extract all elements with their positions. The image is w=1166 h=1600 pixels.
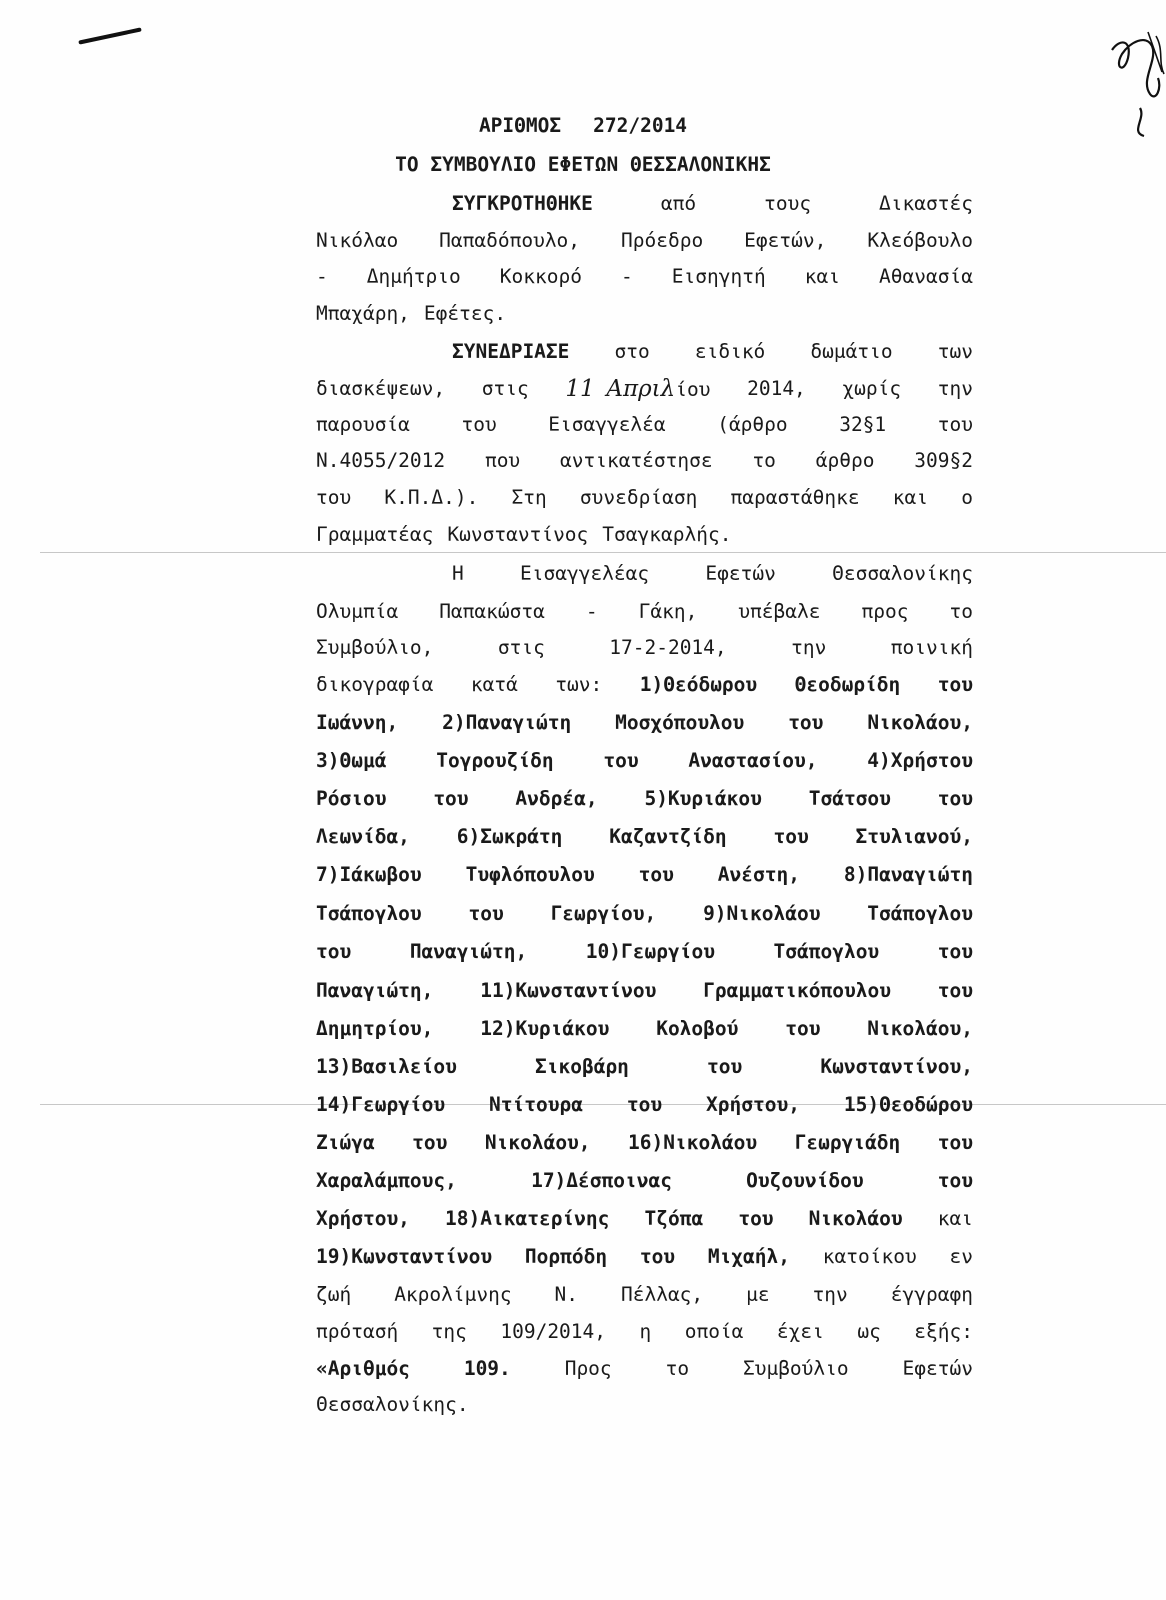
word: εξής: [914, 1320, 973, 1343]
word: Στυλιανού, [855, 825, 973, 848]
word: ίου [675, 378, 711, 401]
word: του [707, 1055, 743, 1078]
word: 5)Κυριάκου [644, 787, 762, 810]
number-label: ΑΡΙΘΜΟΣ [478, 114, 562, 137]
word: (άρθρο [717, 413, 788, 436]
pen-stroke-mark [78, 27, 141, 44]
word: Παναγιώτη, [409, 940, 528, 963]
word: 309§2 [914, 449, 973, 472]
word: τους [764, 192, 812, 215]
word: του [937, 940, 973, 963]
text-line [452, 192, 973, 216]
word: Προς [564, 1357, 612, 1380]
word: 4)Χρήστου [867, 749, 973, 772]
word: με [746, 1283, 770, 1306]
word: Εφετών [705, 562, 776, 585]
word: την [791, 636, 827, 659]
text-line [316, 940, 973, 964]
text-line [316, 1245, 973, 1269]
word: το [949, 600, 973, 623]
word: Γεωργίου, [550, 902, 657, 925]
word: Παπαδόπουλο, [439, 229, 581, 252]
text-line [316, 302, 973, 326]
word: Σικοβάρη [535, 1055, 629, 1078]
word: έγγραφη [890, 1283, 973, 1306]
word: Τογρουζίδη [436, 749, 554, 772]
word: 109/2014, [500, 1320, 607, 1343]
word: του [461, 413, 497, 436]
word: Κολοβού [656, 1017, 739, 1040]
word: διασκέψεων, [316, 377, 446, 400]
word: του [937, 1131, 973, 1154]
word: 16)Νικολάου [628, 1131, 758, 1154]
text-line [316, 711, 973, 735]
word: Κλεόβουλο [867, 229, 973, 252]
word: 6)Σωκράτη [456, 825, 563, 848]
word: άρθρο [815, 449, 875, 472]
text-line [316, 1357, 973, 1381]
word: του [937, 979, 973, 1002]
word: από [660, 192, 697, 215]
word: - [621, 265, 633, 288]
text-line [316, 749, 973, 773]
word: Ιωάννη, [316, 711, 399, 734]
word: του [773, 825, 809, 848]
word: το [752, 449, 776, 472]
word: των: [555, 673, 603, 696]
word: του [937, 787, 973, 810]
word: 10)Γεωργίου [585, 940, 715, 963]
text-line [316, 265, 973, 289]
text-line [316, 787, 973, 811]
word: και [892, 486, 929, 509]
text-line [316, 1283, 973, 1307]
word: αντικατέστησε [560, 449, 713, 472]
word: παρουσία [316, 413, 410, 436]
word: του [785, 1017, 821, 1040]
word: Παπακώστα [439, 600, 545, 623]
word: Συμβούλιο [742, 1357, 849, 1380]
word: Χρήστου, [706, 1093, 800, 1116]
word: πρότασή [316, 1320, 399, 1343]
word: Γεωργιάδη [794, 1131, 901, 1154]
word: Χαραλάμπους, [316, 1169, 457, 1192]
word: του [639, 1245, 676, 1268]
word: Καζαντζίδη [609, 825, 727, 848]
word: Εφετών [902, 1357, 973, 1380]
word: Πρόεδρο [621, 229, 704, 252]
handwritten-month: Απριλ [606, 376, 676, 402]
word: «Αριθμός [316, 1357, 410, 1380]
word: Δημήτριο [366, 265, 461, 288]
word: Τσαγκαρλής. [602, 523, 732, 546]
word: 14)Γεωργίου [316, 1093, 446, 1116]
word: Ακρολίμνης [394, 1283, 512, 1306]
word: ειδικό [694, 340, 766, 363]
text-line [316, 825, 973, 849]
word: Ουζουνίδου [746, 1169, 864, 1192]
word: 19)Κωνσταντίνου [316, 1245, 493, 1268]
word: δωμάτιο [810, 340, 893, 363]
word: την [937, 377, 973, 400]
word: στις [481, 377, 529, 400]
word: Ολυμπία [316, 600, 399, 623]
word: των [937, 340, 973, 363]
word: Μπαχάρη, [316, 302, 410, 325]
word: ο [961, 486, 973, 509]
word: εν [949, 1245, 973, 1268]
word: έχει [776, 1320, 824, 1343]
word: της [431, 1320, 467, 1343]
word: του [626, 1093, 663, 1116]
word: Ντίτουρα [489, 1093, 583, 1116]
word: Παναγιώτη, [316, 979, 434, 1002]
word: - [316, 265, 328, 288]
word: κατοίκου [822, 1245, 917, 1268]
word: χωρίς [842, 377, 902, 400]
word: στις [497, 636, 545, 659]
word: - [585, 600, 598, 623]
text-line [316, 229, 973, 253]
case-number: 272/2014 [593, 114, 688, 137]
word: του [788, 711, 824, 734]
text-line [316, 1169, 973, 1193]
word: ποινική [890, 636, 973, 659]
word: Τσάπογλου [316, 902, 422, 925]
word: Τζόπα [644, 1207, 704, 1230]
handwritten-date [565, 377, 710, 402]
word: Θεσσαλονίκης [832, 562, 973, 585]
word: του [433, 787, 469, 810]
word: 3)Θωμά [316, 749, 387, 772]
text-line [316, 1017, 973, 1041]
word: 8)Παναγιώτη [843, 863, 973, 886]
text-line [316, 523, 973, 547]
word: του [316, 486, 352, 509]
word: ΣΥΓΚΡΟΤΗΘΗΚΕ [452, 192, 593, 215]
word: του [603, 749, 639, 772]
word: Ρόσιου [316, 787, 387, 810]
word: Νικολάου [808, 1207, 903, 1230]
word: 17)Δέσποινας [531, 1169, 672, 1192]
word: 13)Βασιλείου [316, 1055, 457, 1078]
word: του [937, 673, 973, 696]
text-line [316, 413, 973, 437]
word: δικογραφία [316, 673, 434, 696]
text-line [316, 1093, 973, 1117]
text-line [452, 340, 973, 364]
word: Γραμματικόπουλου [703, 979, 891, 1002]
text-line [316, 377, 973, 402]
text-line [316, 979, 973, 1003]
word: 9)Νικολάου [703, 902, 821, 925]
word: Ζιώγα [316, 1131, 375, 1154]
word: Κωνσταντίνος [447, 523, 589, 546]
word: Εισαγγελέας [520, 562, 650, 585]
word: Πέλλας, [620, 1283, 704, 1306]
word: 17-2-2014, [609, 636, 727, 659]
word: 32§1 [839, 413, 887, 436]
handwritten-day: 11 [565, 376, 595, 402]
text-line [316, 600, 973, 624]
word: οποία [684, 1320, 744, 1343]
word: Γάκη, [638, 600, 698, 623]
word: Δικαστές [879, 192, 973, 215]
word: Νικόλαο [316, 229, 399, 252]
word: την [812, 1283, 848, 1306]
heading-number-line [0, 114, 1166, 138]
word: 7)Ιάκωβου [316, 863, 422, 886]
word: Θεοδωρίδη [794, 673, 901, 696]
word: συνεδρίαση [579, 486, 698, 509]
word: Εφετών, [744, 229, 827, 252]
word: υπέβαλε [738, 600, 821, 623]
court-title: ΤΟ ΣΥΜΒΟΥΛΙΟ ΕΦΕΤΩΝ ΘΕΣΣΑΛΟΝΙΚΗΣ [395, 153, 771, 176]
word: Εφέτες. [423, 302, 507, 325]
word: 11)Κωνσταντίνου [480, 979, 657, 1002]
word: 18)Αικατερίνης [445, 1207, 610, 1230]
word: Τυφλόπουλου [465, 863, 595, 886]
word: ως [857, 1320, 881, 1343]
text-line [316, 1393, 973, 1417]
paper-fold-line [40, 552, 1166, 553]
word: Συμβούλιο, [316, 636, 434, 659]
word: Εισηγητή [671, 265, 766, 288]
word: ζωή [316, 1283, 352, 1306]
word: Τσάπογλου [773, 940, 880, 963]
word: Η [452, 562, 464, 585]
word: παραστάθηκε [730, 486, 860, 509]
word: Θεσσαλονίκης. [316, 1393, 469, 1416]
word: Εισαγγελέα [548, 413, 666, 436]
text-line [316, 1320, 973, 1344]
text-line [316, 449, 973, 473]
word: Χρήστου, [316, 1207, 410, 1230]
word: 109. [463, 1357, 511, 1380]
word: Ανδρέα, [515, 787, 598, 810]
text-line [316, 673, 973, 697]
word: Γραμματέας [316, 523, 434, 546]
word: Νικολάου, [867, 711, 973, 734]
word: Αναστασίου, [688, 749, 818, 772]
word: Κ.Π.Δ.). [384, 486, 479, 509]
word: του [316, 940, 352, 963]
text-line [316, 486, 973, 510]
word: το [665, 1357, 690, 1380]
word: Μιχαήλ, [707, 1245, 791, 1268]
word: Κωνσταντίνου, [820, 1055, 973, 1078]
text-line [316, 902, 973, 926]
word: 12)Κυριάκου [480, 1017, 610, 1040]
text-line [316, 863, 973, 887]
word: 2)Παναγιώτη [442, 711, 572, 734]
text-line [316, 636, 973, 660]
word: 1)Θεόδωρου [639, 673, 758, 696]
word: του [937, 1169, 973, 1192]
word: Δημητρίου, [316, 1017, 434, 1040]
text-line [316, 1131, 973, 1155]
word: προς [861, 600, 909, 623]
word: Τσάτσου [808, 787, 891, 810]
word: του [412, 1131, 448, 1154]
word: 2014, [747, 377, 806, 400]
word: Πορπόδη [524, 1245, 608, 1268]
word: και [804, 265, 840, 288]
word: κατά [470, 673, 518, 696]
text-line [316, 1207, 973, 1231]
text-line [316, 1055, 973, 1079]
word: Στη [511, 486, 547, 509]
word: 15)Θεοδώρου [843, 1093, 973, 1116]
word: Αθανασία [879, 265, 973, 288]
court-title-line [0, 153, 1166, 177]
word: Λεωνίδα, [316, 825, 410, 848]
word: που [484, 449, 521, 472]
word: η [639, 1320, 652, 1343]
word: του [638, 863, 674, 886]
word: Νικολάου, [484, 1131, 591, 1154]
word: Ανέστη, [717, 863, 800, 886]
word: Ν.4055/2012 [316, 449, 446, 472]
word: Νικολάου, [867, 1017, 973, 1040]
word: στο [614, 340, 650, 363]
word: Κοκκορό [499, 265, 582, 288]
word: Τσάπογλου [867, 902, 973, 925]
word: Μοσχόπουλου [615, 711, 745, 734]
word: του [937, 413, 973, 436]
word: ΣΥΝΕΔΡΙΑΣΕ [452, 340, 570, 363]
text-line [452, 562, 973, 586]
word: και [937, 1207, 973, 1230]
word: Ν. [554, 1283, 579, 1306]
word: του [738, 1207, 774, 1230]
word: του [468, 902, 504, 925]
